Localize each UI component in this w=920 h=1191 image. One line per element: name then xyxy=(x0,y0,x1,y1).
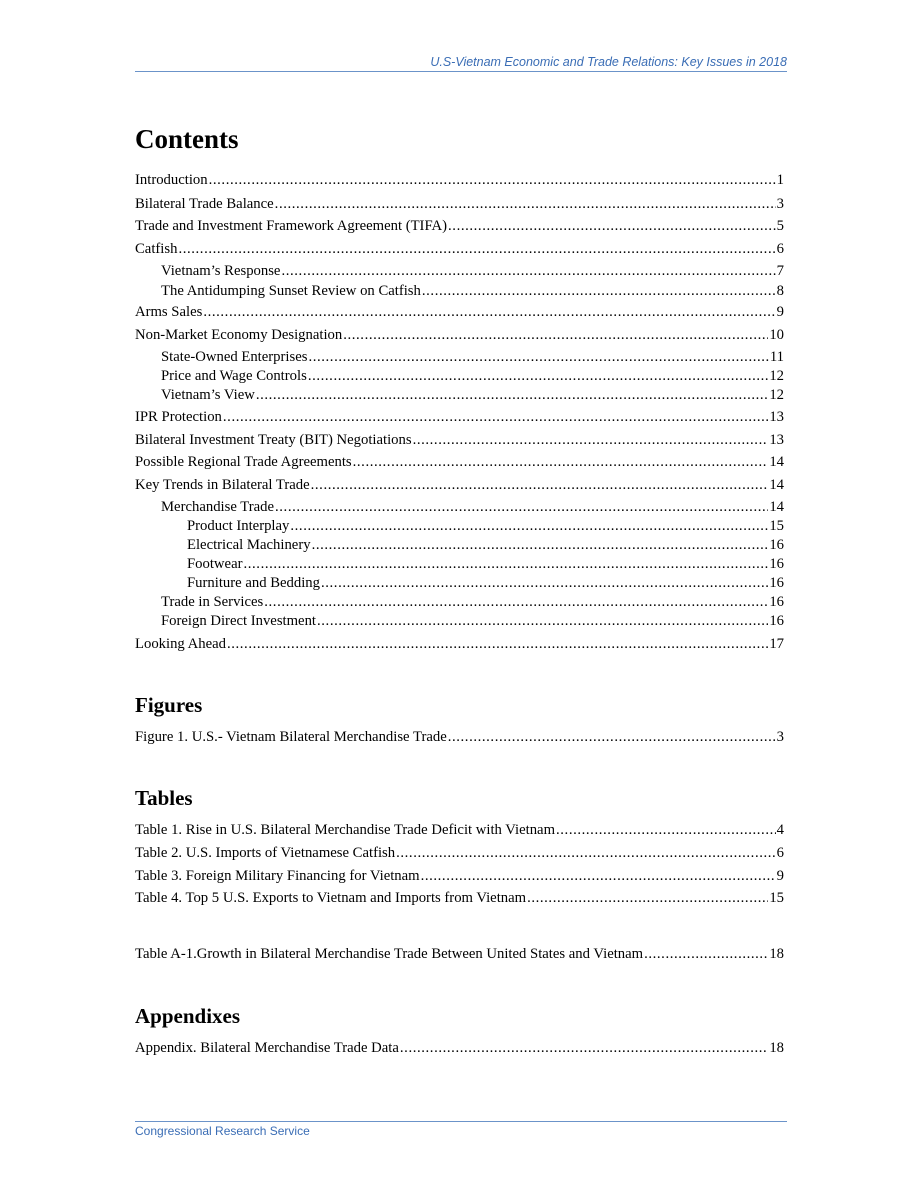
running-footer xyxy=(135,1121,787,1138)
toc-entry-furniture-bedding[interactable]: Furniture and Bedding ..... 16 xyxy=(135,575,784,595)
table-entry-a1[interactable]: Table A-1.Growth in Bilateral Merchandise Trade Between United States and Vietnam ..... 18 xyxy=(135,946,784,966)
tables-heading: Tables xyxy=(135,786,193,810)
figures-heading: Figures xyxy=(135,693,203,717)
toc-entry-ipr-protection[interactable]: IPR Protection ..... 13 xyxy=(135,409,784,429)
toc-entry-regional-trade-agreements[interactable]: Possible Regional Trade Agreements ..... 14 xyxy=(135,454,784,474)
toc-entry-key-trends[interactable]: Key Trends in Bilateral Trade ..... 14 xyxy=(135,477,784,497)
toc-entry-non-market-economy[interactable]: Non-Market Economy Designation ..... 10 xyxy=(135,327,784,347)
toc-entry-vietnams-response[interactable]: Vietnam’s Response ..... 7 xyxy=(135,263,784,283)
toc-entry-state-owned-enterprises[interactable]: State-Owned Enterprises ..... 11 xyxy=(135,349,784,369)
toc-entry-tifa[interactable]: Trade and Investment Framework Agreement (TIFA) ..... 5 xyxy=(135,218,784,238)
toc-entry-looking-ahead[interactable]: Looking Ahead ..... 17 xyxy=(135,636,784,656)
running-header xyxy=(135,55,787,72)
toc-entry-bit-negotiations[interactable]: Bilateral Investment Treaty (BIT) Negotiations ..... 13 xyxy=(135,432,784,452)
toc-entry-footwear[interactable]: Footwear ..... 16 xyxy=(135,556,784,576)
toc-entry-introduction[interactable]: Introduction ..... 1 xyxy=(135,172,784,192)
toc-entry-foreign-direct-investment[interactable]: Foreign Direct Investment ..... 16 xyxy=(135,613,784,633)
footer-publisher: Congressional Research Service xyxy=(135,1124,310,1138)
toc-entry-electrical-machinery[interactable]: Electrical Machinery ..... 16 xyxy=(135,537,784,557)
appendix-entry-1[interactable]: Appendix. Bilateral Merchandise Trade Data ..... 18 xyxy=(135,1040,784,1060)
appendixes-heading: Appendixes xyxy=(135,1004,241,1028)
toc-entry-catfish[interactable]: Catfish ..... 6 xyxy=(135,241,784,261)
toc-entry-antidumping-sunset-review[interactable]: The Antidumping Sunset Review on Catfish ..... 8 xyxy=(135,283,784,303)
toc-entry-product-interplay[interactable]: Product Interplay ..... 15 xyxy=(135,518,784,538)
toc-entry-arms-sales[interactable]: Arms Sales ..... 9 xyxy=(135,304,784,324)
table-entry-3[interactable]: Table 3. Foreign Military Financing for Vietnam ..... 9 xyxy=(135,868,784,888)
toc-entry-merchandise-trade[interactable]: Merchandise Trade ..... 14 xyxy=(135,499,784,519)
figure-entry-1[interactable]: Figure 1. U.S.- Vietnam Bilateral Merchandise Trade ..... 3 xyxy=(135,729,784,749)
table-entry-2[interactable]: Table 2. U.S. Imports of Vietnamese Catfish ..... 6 xyxy=(135,845,784,865)
table-entry-1[interactable]: Table 1. Rise in U.S. Bilateral Merchandise Trade Deficit with Vietnam ..... 4 xyxy=(135,822,784,842)
running-header-title: U.S-Vietnam Economic and Trade Relations: Key Issues in 2018 xyxy=(430,55,787,69)
toc-entry-vietnams-view[interactable]: Vietnam’s View ..... 12 xyxy=(135,387,784,407)
toc-entry-bilateral-trade-balance[interactable]: Bilateral Trade Balance ..... 3 xyxy=(135,196,784,216)
toc-entry-price-wage-controls[interactable]: Price and Wage Controls ..... 12 xyxy=(135,368,784,388)
contents-heading: Contents xyxy=(135,124,239,154)
toc-entry-trade-in-services[interactable]: Trade in Services ..... 16 xyxy=(135,594,784,614)
table-entry-4[interactable]: Table 4. Top 5 U.S. Exports to Vietnam and Imports from Vietnam ..... 15 xyxy=(135,890,784,910)
